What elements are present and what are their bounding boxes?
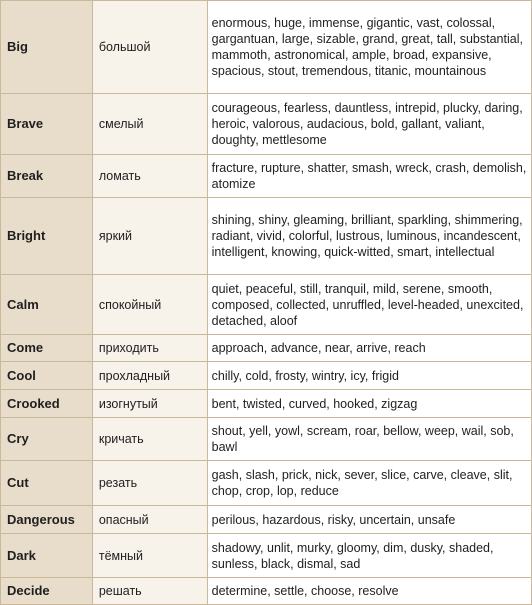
synonyms-list: gash, slash, prick, nick, sever, slice, carve, cleave, slit, chop, crop, lop, reduce bbox=[208, 461, 532, 505]
english-word: Cry bbox=[1, 418, 93, 460]
english-word: Dark bbox=[1, 534, 93, 577]
english-word: Brave bbox=[1, 94, 93, 154]
russian-translation: прохладный bbox=[93, 362, 208, 389]
synonyms-list: shout, yell, yowl, scream, roar, bellow, weep, wail, sob, bawl bbox=[208, 418, 532, 460]
table-row bbox=[1, 461, 532, 506]
english-word: Calm bbox=[1, 275, 93, 334]
english-word: Decide bbox=[1, 578, 93, 604]
russian-translation: большой bbox=[93, 1, 208, 93]
russian-translation: резать bbox=[93, 461, 208, 505]
table-row bbox=[1, 1, 532, 94]
table-row bbox=[1, 362, 532, 390]
synonyms-list: fracture, rupture, shatter, smash, wreck, crash, demolish, atomize bbox=[208, 155, 532, 197]
table-row bbox=[1, 275, 532, 335]
english-word: Cut bbox=[1, 461, 93, 505]
russian-translation: решать bbox=[93, 578, 208, 604]
synonyms-list: enormous, huge, immense, gigantic, vast, colossal, gargantuan, large, sizable, grand, great, tall, substantial, mammoth, astronomical, ample, broad, expansive, spacious, stout, tremendous, titanic, mountainous bbox=[208, 1, 532, 93]
russian-translation: кричать bbox=[93, 418, 208, 460]
table-row bbox=[1, 506, 532, 534]
table-row bbox=[1, 418, 532, 461]
russian-translation: опасный bbox=[93, 506, 208, 533]
synonyms-list: quiet, peaceful, still, tranquil, mild, serene, smooth, composed, collected, unruffled, level-headed, unexcited, detached, aloof bbox=[208, 275, 532, 334]
synonyms-list: determine, settle, choose, resolve bbox=[208, 578, 532, 604]
english-word: Bright bbox=[1, 198, 93, 274]
english-word: Come bbox=[1, 335, 93, 361]
synonyms-list: courageous, fearless, dauntless, intrepid, plucky, daring, heroic, valorous, audacious, bold, gallant, valiant, doughty, mettlesome bbox=[208, 94, 532, 154]
synonyms-list: shining, shiny, gleaming, brilliant, sparkling, shimmering, radiant, vivid, colorful, lustrous, luminous, incandescent, intelligent, knowing, quick-witted, smart, intellectual bbox=[208, 198, 532, 274]
synonyms-list: approach, advance, near, arrive, reach bbox=[208, 335, 532, 361]
synonyms-list: chilly, cold, frosty, wintry, icy, frigid bbox=[208, 362, 532, 389]
table-row bbox=[1, 198, 532, 275]
russian-translation: ломать bbox=[93, 155, 208, 197]
russian-translation: смелый bbox=[93, 94, 208, 154]
english-word: Dangerous bbox=[1, 506, 93, 533]
synonyms-list: bent, twisted, curved, hooked, zigzag bbox=[208, 390, 532, 417]
english-word: Break bbox=[1, 155, 93, 197]
table-row bbox=[1, 94, 532, 155]
synonyms-list: shadowy, unlit, murky, gloomy, dim, dusky, shaded, sunless, black, dismal, sad bbox=[208, 534, 532, 577]
russian-translation: спокойный bbox=[93, 275, 208, 334]
synonyms-list: perilous, hazardous, risky, uncertain, unsafe bbox=[208, 506, 532, 533]
table-row bbox=[1, 534, 532, 578]
table-row bbox=[1, 335, 532, 362]
english-word: Cool bbox=[1, 362, 93, 389]
table-row bbox=[1, 155, 532, 198]
russian-translation: изогнутый bbox=[93, 390, 208, 417]
english-word: Big bbox=[1, 1, 93, 93]
russian-translation: яркий bbox=[93, 198, 208, 274]
russian-translation: тёмный bbox=[93, 534, 208, 577]
table-row bbox=[1, 578, 532, 605]
table-row bbox=[1, 390, 532, 418]
russian-translation: приходить bbox=[93, 335, 208, 361]
english-word: Crooked bbox=[1, 390, 93, 417]
